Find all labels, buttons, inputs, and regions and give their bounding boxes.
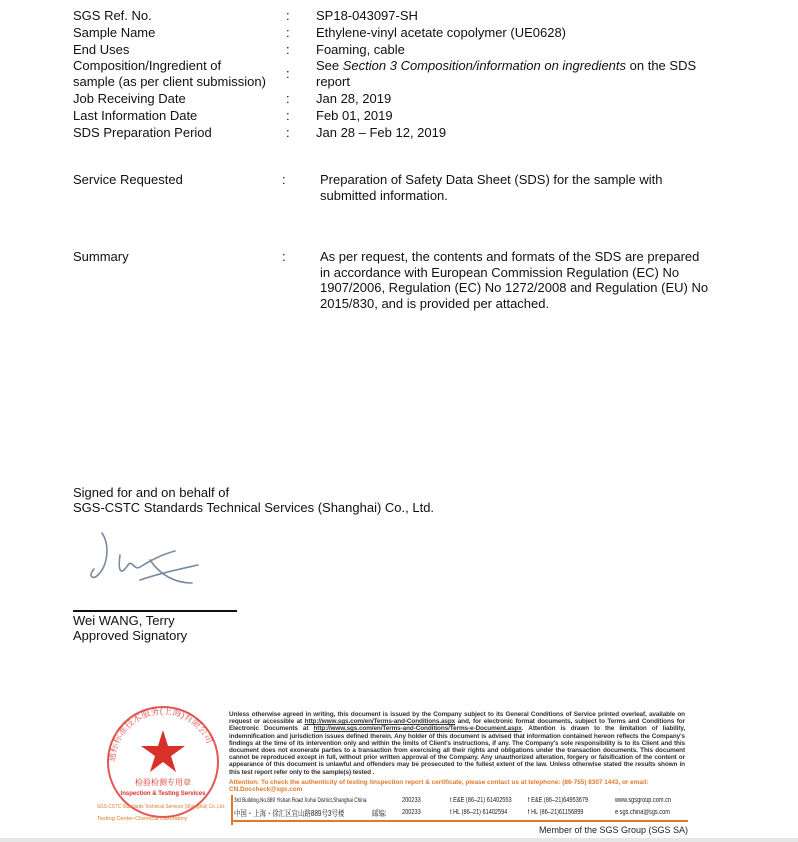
value-sds-period: Jan 28 – Feb 12, 2019 xyxy=(316,125,447,140)
signature-line xyxy=(73,610,237,612)
value-composition-2: report xyxy=(316,74,350,89)
page-bottom-edge xyxy=(0,838,798,842)
phone-hl: t HL (86–21) 61402594 xyxy=(450,809,508,816)
value-ref-no: SP18-043097-SH xyxy=(316,8,418,23)
stamp-caption-1: SGS-CSTC Standards Technical Services (Shanghai) Co.,Ltd. xyxy=(97,804,225,810)
stamp-en-text: Inspection & Testing Services xyxy=(120,791,206,797)
zip: 200233 xyxy=(402,797,421,804)
label-service: Service Requested xyxy=(73,172,183,187)
signatory-title: Approved Signatory xyxy=(73,628,188,643)
label-composition-2: sample (as per client submission) xyxy=(73,74,266,89)
member-of-sgs: Member of the SGS Group (SGS SA) xyxy=(538,825,688,835)
label-last-info-date: Last Information Date xyxy=(73,108,198,123)
authenticity-notice: Attention: To check the authenticity of testing /inspection report & certificate, please contact us at telephone: (86-755) 8307 1443, or email: CN.Doccheck@sgs.com xyxy=(229,779,649,794)
colon: : xyxy=(286,91,290,106)
zip: 200233 xyxy=(402,809,421,816)
zip-label: 邮编: xyxy=(372,809,387,818)
email: e sgs.china@sgs.com xyxy=(615,809,670,816)
colon: : xyxy=(286,8,290,23)
text: See xyxy=(316,58,343,73)
value-last-info-date: Feb 01, 2019 xyxy=(316,108,393,123)
stamp-ring-text: 通标标准技术服务(上海)有限公司 xyxy=(106,705,215,763)
label-composition: Composition/Ingredient of xyxy=(73,58,222,73)
text: Unless otherwise agreed in writing, this document is issued by the Company subject to its General Conditions of Service printed overleaf, available on request or accessible at xyxy=(229,711,685,726)
colon: : xyxy=(286,25,290,40)
terms-link[interactable]: http://www.sgs.com/en/Terms-and-Conditions.aspx xyxy=(304,718,456,726)
colon: : xyxy=(286,66,290,81)
address-cn: 中国・上海・徐汇区宜山路889号3号楼 xyxy=(234,809,345,818)
orange-divider xyxy=(231,820,688,822)
value-end-uses: Foaming, cable xyxy=(316,42,405,57)
value-sample-name: Ethylene-vinyl acetate copolymer (UE0628) xyxy=(316,25,567,40)
label-summary: Summary xyxy=(73,249,129,264)
signed-line-1: Signed for and on behalf of xyxy=(73,485,230,500)
website: www.sgsgroup.com.cn xyxy=(615,797,672,804)
text: on the SDS xyxy=(626,58,697,73)
signatory-name: Wei WANG, Terry xyxy=(73,613,175,628)
e-terms-link[interactable]: http://www.sgs.com/en/Terms-and-Conditions/Terms-e-Document.aspx xyxy=(313,725,522,733)
terms-fine-print xyxy=(229,711,685,776)
colon: : xyxy=(286,108,290,123)
label-sds-period: SDS Preparation Period xyxy=(73,125,212,140)
summary-line: 1907/2006, Regulation (EC) No 1272/2008 and Regulation (EU) No xyxy=(320,280,709,295)
text: and, for electronic format documents, subject to Terms and Conditions for Electronic Documents at xyxy=(229,718,685,733)
value-composition xyxy=(316,58,696,74)
fax-ee: f E&E (86–21)64953679 xyxy=(528,797,589,804)
fax-hl: f HL (86–21)61156899 xyxy=(528,809,584,816)
label-job-date: Job Receiving Date xyxy=(73,91,186,106)
signature-image xyxy=(80,525,210,595)
colon: : xyxy=(282,249,286,264)
colon: : xyxy=(286,125,290,140)
colon: : xyxy=(282,172,286,187)
company-stamp xyxy=(95,700,229,830)
stamp-caption-2: Testing Center-Chemical Laboratory xyxy=(97,816,188,822)
address-en: 3rd Building,No.889 Yishan Road Xuhui District,Shanghai China xyxy=(234,797,367,804)
value-job-date: Jan 28, 2019 xyxy=(316,91,392,106)
label-sample-name: Sample Name xyxy=(73,25,156,40)
summary-line: As per request, the contents and formats of the SDS are prepared xyxy=(320,249,700,264)
section-reference: Section 3 Composition/information on ingredients xyxy=(342,58,627,73)
summary-line: 2015/830, and is provided per attached. xyxy=(320,296,550,311)
text: . Attention is drawn to the limitation of liability, indemnification and jurisdiction issues defined therein. Any holder of this document is advised that information contained hereon reflects the Company's findings at the time of its intervention only and within the limits of Client's instructions, if any. The Company's sole responsibility is to its Client and this document does not exonerate parties to a transaction from exercising all their rights and obligations under the transaction documents. This document cannot be reproduced except in full, without prior written approval of the Company. Any unauthorized alteration, forgery or falsification of the content or appearance of this document is unlawful and offenders may be prosecuted to the fullest extent of the law. Unless otherwise stated the results shown in this test report refer only to the sample(s) tested . xyxy=(229,725,686,776)
phone-ee: t E&E (86–21) 61402553 xyxy=(450,797,512,804)
colon: : xyxy=(286,42,290,57)
summary-line: in accordance with European Commission Regulation (EC) No xyxy=(320,265,680,280)
label-ref-no: SGS Ref. No. xyxy=(73,8,152,23)
signed-line-2: SGS-CSTC Standards Technical Services (Shanghai) Co., Ltd. xyxy=(73,500,435,515)
label-end-uses: End Uses xyxy=(73,42,130,57)
service-line-1: Preparation of Safety Data Sheet (SDS) for the sample with xyxy=(320,172,663,187)
stamp-cn-text: 检验检测专用章 xyxy=(135,778,191,787)
service-line-2: submitted information. xyxy=(320,188,448,203)
